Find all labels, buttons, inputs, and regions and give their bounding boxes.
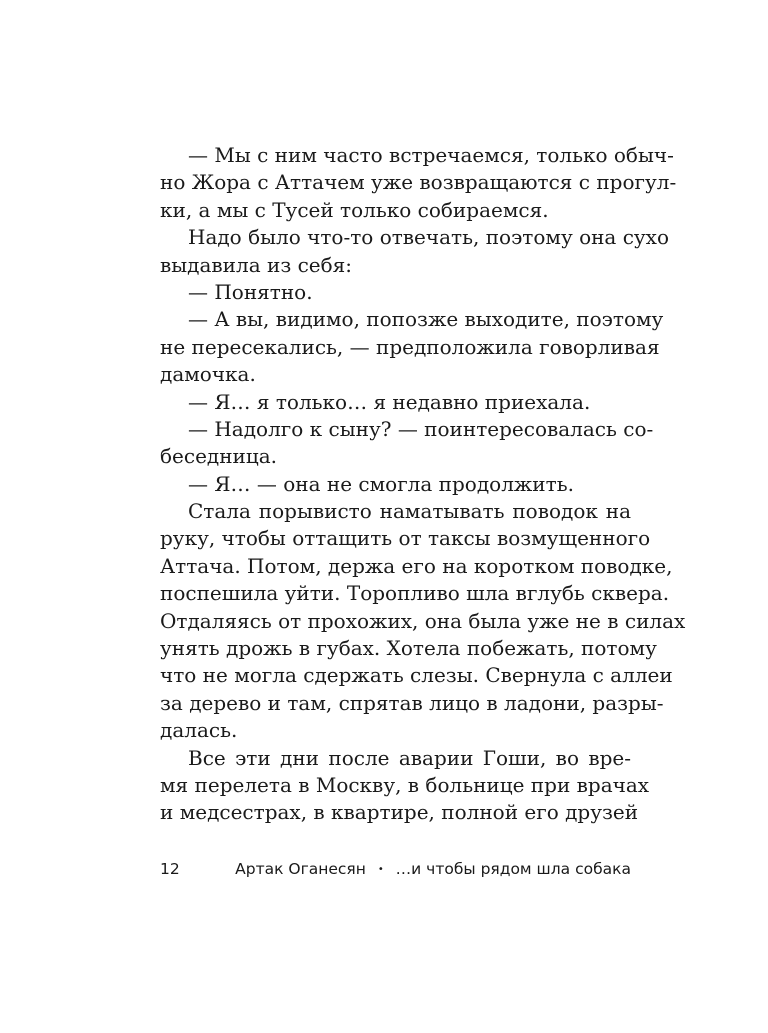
text-line: унять дрожь в губах. Хотела побежать, потому: [160, 636, 657, 661]
text-line: и медсестрах, в квартире, полной его друзей: [160, 800, 639, 825]
separator-bullet: •: [377, 864, 384, 875]
text-line: — Мы с ним часто встречаемся, только обыч-: [188, 143, 674, 167]
text-line: мя перелета в Москву, в больнице при врачах: [160, 772, 650, 797]
running-head: [235, 860, 631, 878]
author-name: Артак Оганесян: [235, 860, 366, 878]
text-line: — Надолго к сыну? — поинтересовалась со-: [188, 416, 654, 441]
text-line: далась.: [160, 718, 238, 743]
text-line: не пересекались, — предположила говорливая: [160, 334, 660, 359]
text-line: Надо было что-то отвечать, поэтому она сухо: [188, 225, 670, 250]
text-line: что не могла сдержать слезы. Свернула с аллеи: [160, 663, 673, 688]
body-text: [160, 142, 686, 827]
page-footer: [160, 860, 631, 884]
text-line: поспешила уйти. Торопливо шла вглубь сквера.: [160, 581, 670, 606]
text-line: дамочка.: [160, 362, 256, 387]
text-line: Аттача. Потом, держа его на коротком поводке,: [160, 553, 673, 578]
page-number: 12: [160, 860, 180, 878]
text-line: ки, а мы с Тусей только собираемся.: [160, 197, 549, 222]
text-line: — Понятно.: [188, 279, 313, 304]
text-line: выдавила из себя:: [160, 252, 353, 277]
text-line: Все эти дни после аварии Гоши, во вре-: [188, 745, 631, 770]
book-title: …и чтобы рядом шла собака: [395, 860, 631, 878]
text-line: — А вы, видимо, попозже выходите, поэтому: [188, 307, 664, 332]
text-line: беседница.: [160, 444, 278, 469]
text-line: Стала порывисто наматывать поводок на: [188, 499, 631, 524]
text-line: за дерево и там, спрятав лицо в ладони, разры-: [160, 690, 664, 715]
text-line: — Я… я только… я недавно приехала.: [188, 389, 591, 414]
text-line: но Жора с Аттачем уже возвращаются с прогул-: [160, 170, 677, 195]
text-line: Отдаляясь от прохожих, она была уже не в силах: [160, 608, 686, 633]
text-line: руку, чтобы оттащить от таксы возмущенного: [160, 526, 651, 551]
text-line: — Я… — она не смогла продолжить.: [188, 471, 574, 496]
